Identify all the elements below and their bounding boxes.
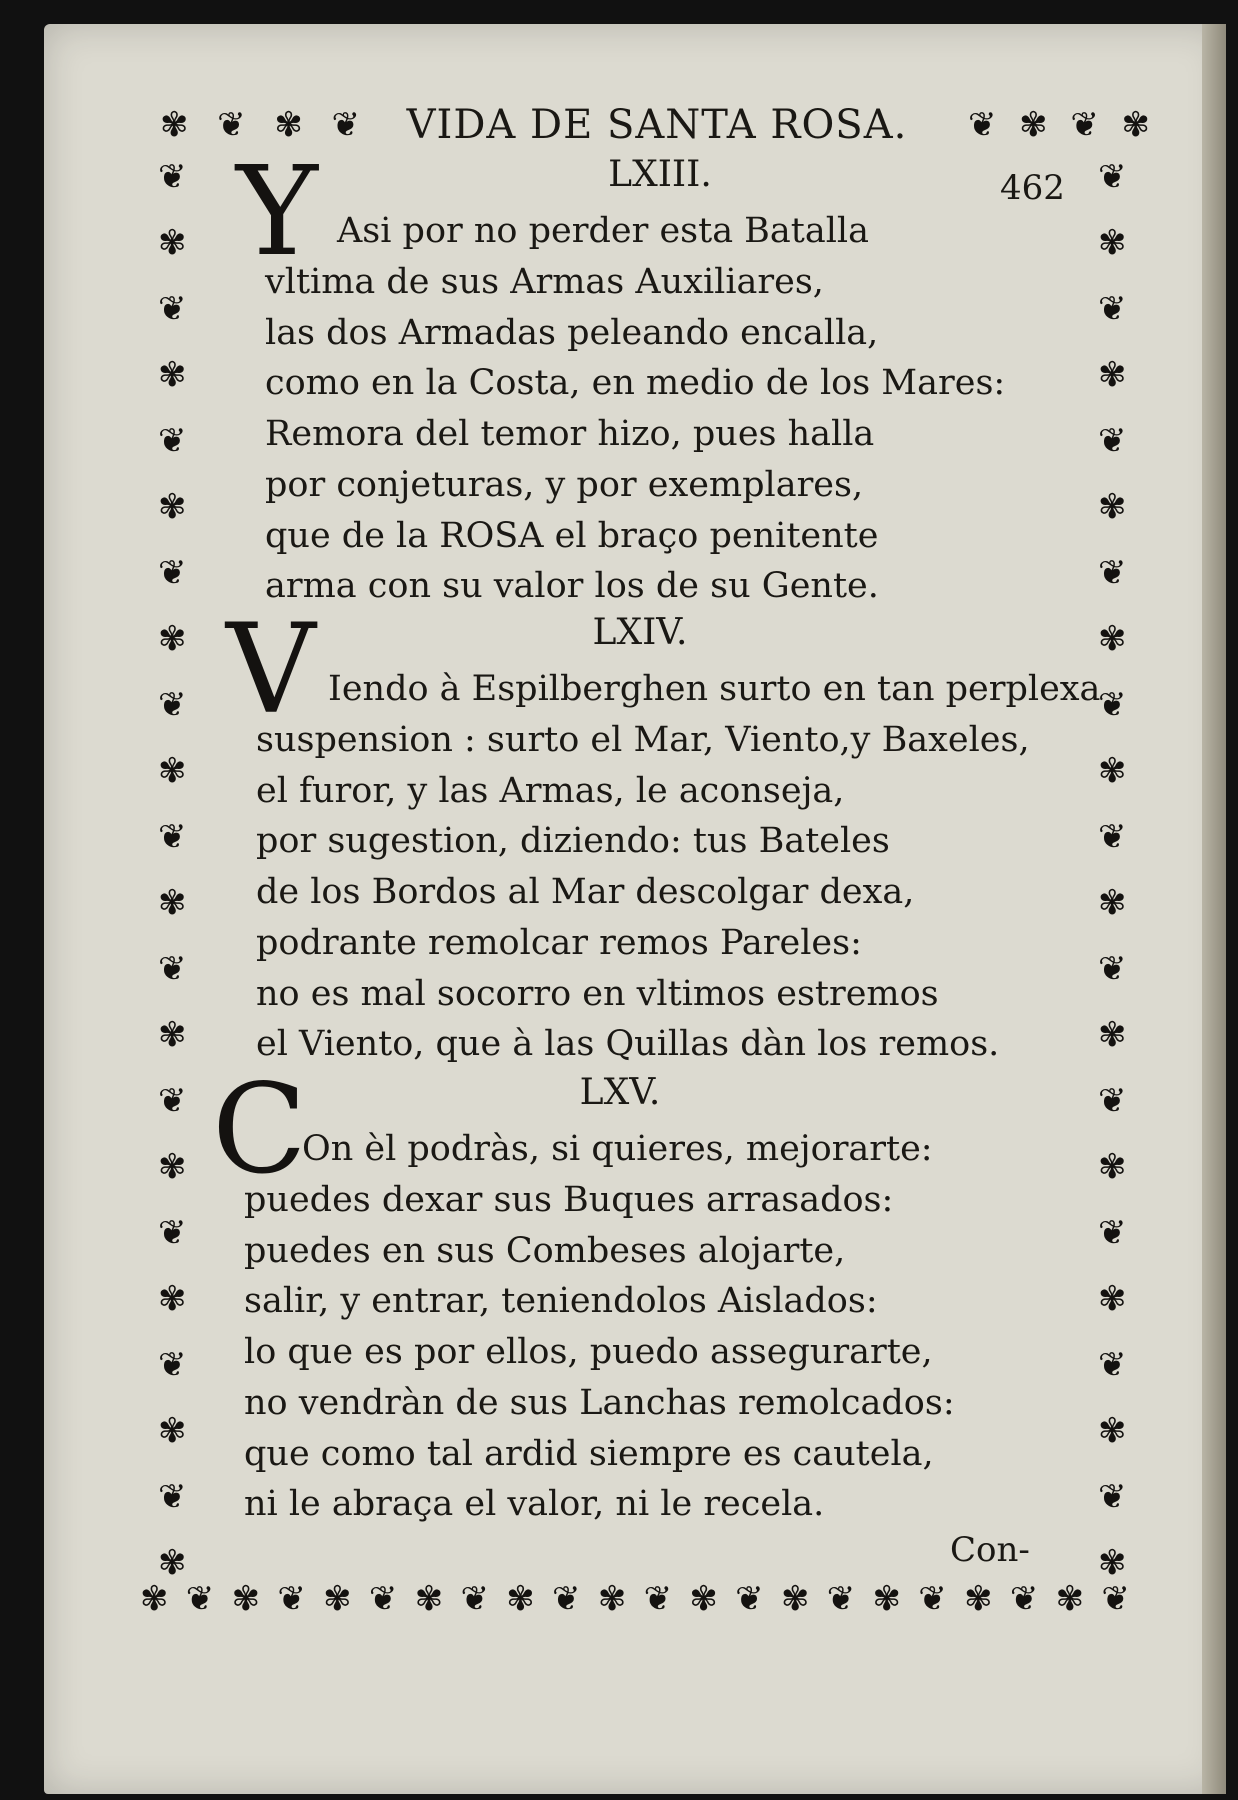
stanza-number: LXIII. [608,154,712,195]
fleuron-icon: ❦ [1098,157,1127,197]
fleuron-icon: ✾ [158,751,187,791]
verse-line: lo que es por ellos, puedo assegurarte, [244,1332,933,1372]
page-number: 462 [1000,168,1065,208]
ornament-left-column [158,157,187,1583]
verse-line: el Viento, que à las Quillas dàn los remos. [256,1024,1000,1065]
fleuron-icon: ❦ [1098,1345,1127,1385]
fleuron-icon: ❦ [1101,1579,1130,1619]
fleuron-icon: ✾ [323,1579,352,1619]
fleuron-icon: ❦ [1098,421,1127,461]
fleuron-icon: ✾ [158,1279,187,1319]
fleuron-icon: ❦ [460,1579,489,1619]
fleuron-icon: ❦ [158,817,187,857]
verse-line: vltima de sus Armas Auxiliares, [265,261,824,302]
stanza-verse [256,664,1100,1070]
fleuron-icon: ❦ [158,553,187,593]
fleuron-icon: ❦ [158,949,187,989]
fleuron-icon: ❦ [158,1081,187,1121]
fleuron-icon: ❦ [1098,817,1127,857]
fleuron-icon: ✾ [158,487,187,527]
drop-cap-letter: C [212,1058,307,1202]
drop-cap-letter: Y [236,140,318,284]
fleuron-icon: ❦ [158,1345,187,1385]
fleuron-icon: ✾ [1019,105,1048,145]
fleuron-icon: ❦ [1098,685,1127,725]
fleuron-icon: ✾ [158,1543,187,1583]
fleuron-icon: ✾ [274,105,303,145]
fleuron-icon: ✾ [158,883,187,923]
fleuron-icon: ❦ [158,421,187,461]
fleuron-icon: ✾ [506,1579,535,1619]
verse-line: las dos Armadas peleando encalla, [265,312,879,353]
verse-line: no vendràn de sus Lanchas remolcados: [244,1382,955,1423]
fleuron-icon: ❦ [217,105,246,145]
fleuron-icon: ❦ [331,105,360,145]
fleuron-icon: ✾ [414,1579,444,1619]
fleuron-icon: ✾ [1098,1543,1127,1583]
fleuron-icon: ✾ [1098,1279,1127,1319]
fleuron-icon: ✾ [1055,1579,1085,1619]
fleuron-icon: ❦ [277,1579,306,1619]
fleuron-icon: ✾ [1098,619,1127,659]
fleuron-icon: ❦ [918,1579,947,1619]
fleuron-icon: ✾ [1098,355,1127,395]
fleuron-icon: ✾ [158,223,187,263]
fleuron-icon: ❦ [158,1213,187,1253]
fleuron-icon: ❦ [1009,1579,1039,1619]
fleuron-icon: ❦ [643,1579,673,1619]
fleuron-icon: ❦ [552,1579,581,1619]
fleuron-icon: ✾ [1098,1411,1127,1451]
verse-line: el furor, y las Armas, le aconseja, [256,770,845,811]
verse-line: por sugestion, diziendo: tus Bateles [256,821,890,862]
fleuron-icon: ❦ [1098,289,1127,329]
page-spine-edge [1202,24,1226,1794]
fleuron-icon: ✾ [1098,1147,1127,1187]
fleuron-icon: ❦ [968,105,997,145]
verse-line: por conjeturas, y por exemplares, [265,464,864,505]
verse-line: ni le abraça el valor, ni le recela. [244,1484,825,1525]
stanza-verse [265,206,1005,612]
fleuron-icon: ✾ [140,1579,169,1619]
fleuron-icon: ✾ [1098,1015,1127,1055]
fleuron-icon: ❦ [1098,1213,1127,1253]
verse-line: que como tal ardid siempre es cautela, [244,1433,934,1474]
verse-line: arma con su valor los de su Gente. [265,566,879,607]
fleuron-icon: ❦ [185,1579,215,1619]
verse-line: no es mal socorro en vltimos estremos [256,973,939,1014]
fleuron-icon: ✾ [780,1579,810,1619]
fleuron-icon: ✾ [158,619,187,659]
verse-line: como en la Costa, en medio de los Mares: [265,363,1006,404]
fleuron-icon: ❦ [1098,1477,1127,1517]
fleuron-icon: ❦ [158,157,187,197]
fleuron-icon: ✾ [160,105,189,145]
fleuron-icon: ✾ [1098,223,1127,263]
ornament-right-column [1098,157,1127,1583]
fleuron-icon: ✾ [964,1579,993,1619]
verse-line: suspension : surto el Mar, Viento,y Baxeles, [256,719,1030,760]
drop-cap-letter: V [226,598,316,742]
verse-line: que de la ROSA el braço penitente [265,515,879,556]
running-head: VIDA DE SANTA ROSA. [406,102,908,148]
verse-line: Asi por no perder esta Batalla [337,211,869,251]
fleuron-icon: ❦ [1098,553,1127,593]
fleuron-icon: ✾ [158,1015,187,1055]
fleuron-icon: ✾ [158,1411,187,1451]
verse-line: puedes en sus Combeses alojarte, [244,1230,846,1271]
fleuron-icon: ✾ [689,1579,718,1619]
verse-line: puedes dexar sus Buques arrasados: [244,1179,894,1220]
fleuron-icon: ❦ [826,1579,856,1619]
fleuron-icon: ✾ [158,355,187,395]
fleuron-icon: ❦ [1098,1081,1127,1121]
ornament-top-right [968,105,1150,145]
verse-line: Remora del temor hizo, pues halla [265,414,875,454]
fleuron-icon: ✾ [1121,105,1150,145]
ornament-top-left [160,105,360,145]
fleuron-icon: ❦ [158,685,187,725]
fleuron-icon: ✾ [597,1579,627,1619]
verse-line: Iendo à Espilberghen surto en tan perplexa [328,669,1101,709]
fleuron-icon: ✾ [872,1579,901,1619]
fleuron-icon: ❦ [368,1579,398,1619]
fleuron-icon: ✾ [1098,883,1127,923]
fleuron-icon: ✾ [231,1579,261,1619]
verse-line: On èl podràs, si quieres, mejorarte: [302,1129,933,1169]
verse-line: de los Bordos al Mar descolgar dexa, [256,872,915,912]
fleuron-icon: ❦ [1098,949,1127,989]
fleuron-icon: ❦ [1070,105,1099,145]
stanza-number: LXIV. [592,612,688,653]
catchword: Con- [950,1530,1030,1570]
fleuron-icon: ✾ [1098,751,1127,791]
fleuron-icon: ❦ [735,1579,764,1619]
fleuron-icon: ✾ [158,1147,187,1187]
ornament-bottom-row [140,1579,1130,1619]
stanza-verse [244,1124,955,1530]
verse-line: podrante remolcar remos Pareles: [256,922,862,963]
fleuron-icon: ❦ [158,1477,187,1517]
fleuron-icon: ✾ [1098,487,1127,527]
fleuron-icon: ❦ [158,289,187,329]
stanza-number: LXV. [579,1072,661,1113]
verse-line: salir, y entrar, teniendolos Aislados: [244,1281,878,1322]
